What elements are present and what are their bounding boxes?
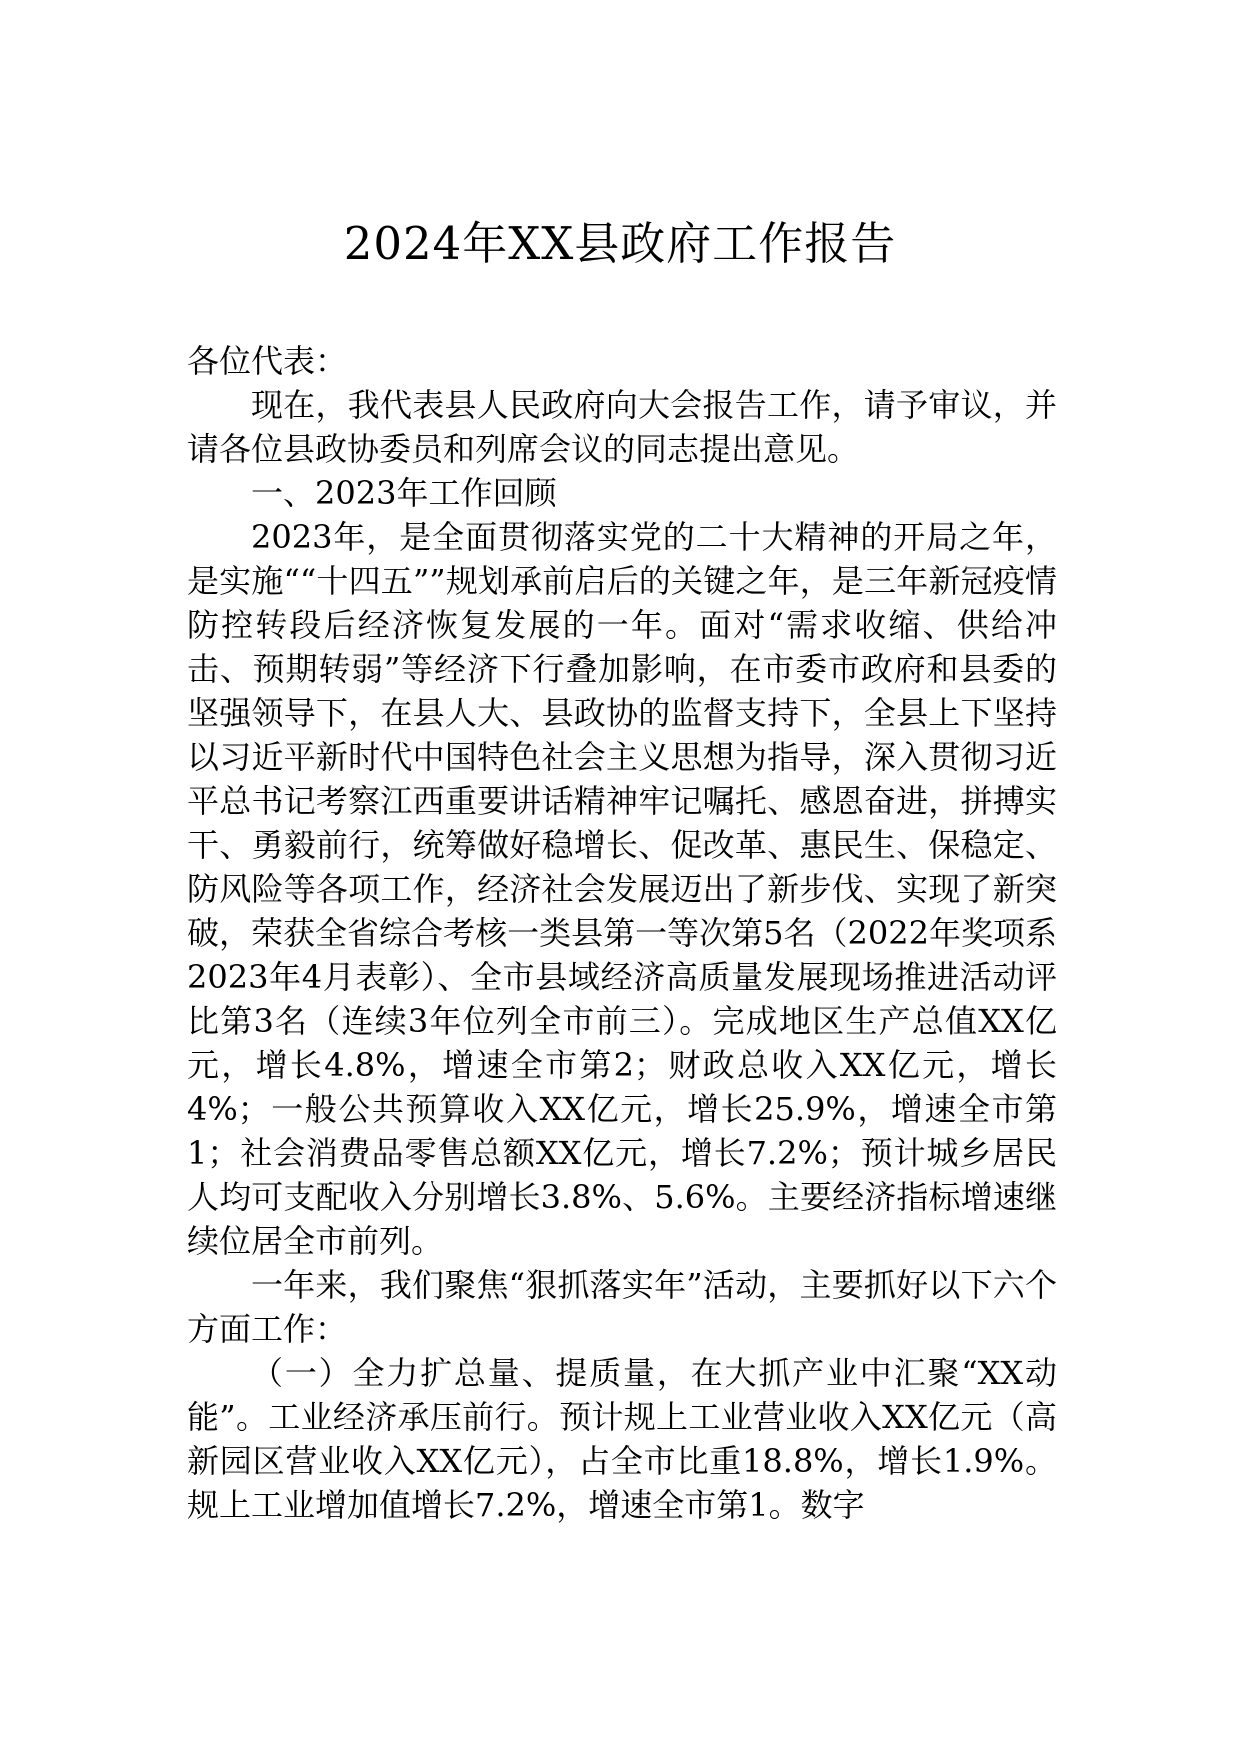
salutation: 各位代表：	[187, 342, 348, 380]
paragraph-overview: 一年来，我们聚焦“狠抓落实年”活动，主要抓好以下六个方面工作：	[187, 1266, 1057, 1348]
paragraph-subsection-1: （一）全力扩总量、提质量，在大抓产业中汇聚“XX动能”。工业经济承压前行。预计规上工业营业收入XX亿元（高新园区营业收入XX亿元），占全市比重18.8%，增长1.9%。规上工业增加值增长7.2%，增速全市第1。数字	[187, 1354, 1057, 1524]
paragraph-intro: 现在，我代表县人民政府向大会报告工作，请予审议，并请各位县政协委员和列席会议的同志提出意见。	[187, 386, 1057, 468]
section-heading: 一、2023年工作回顾	[251, 474, 557, 512]
document-body	[187, 339, 1057, 1527]
paragraph-review: 2023年，是全面贯彻落实党的二十大精神的开局之年，是实施““十四五””规划承前启后的关键之年，是三年新冠疫情防控转段后经济恢复发展的一年。面对“需求收缩、供给冲击、预期转弱”等经济下行叠加影响，在市委市政府和县委的坚强领导下，在县人大、县政协的监督支持下，全县上下坚持以习近平新时代中国特色社会主义思想为指导，深入贯彻习近平总书记考察江西重要讲话精神牢记嘱托、感恩奋进，拼搏实干、勇毅前行，统筹做好稳增长、促改革、惠民生、保稳定、防风险等各项工作，经济社会发展迈出了新步伐、实现了新突破，荣获全省综合考核一类县第一等次第5名（2022年奖项系2023年4月表彰）、全市县域经济高质量发展现场推进活动评比第3名（连续3年位列全市前三）。完成地区生产总值XX亿元，增长4.8%，增速全市第2；财政总收入XX亿元，增长4%；一般公共预算收入XX亿元，增长25.9%，增速全市第1；社会消费品零售总额XX亿元，增长7.2%；预计城乡居民人均可支配收入分别增长3.8%、5.6%。主要经济指标增速继续位居全市前列。	[187, 518, 1057, 1260]
document-title: 2024年XX县政府工作报告	[343, 217, 897, 270]
